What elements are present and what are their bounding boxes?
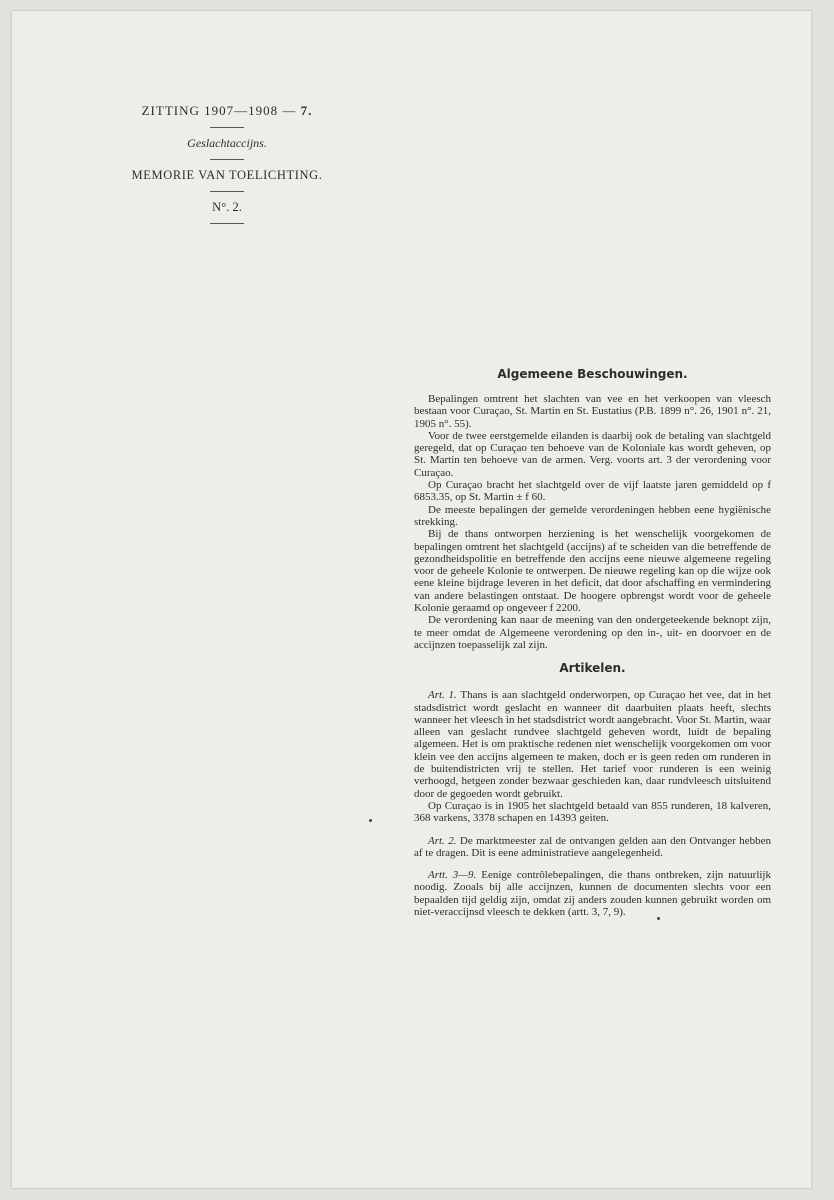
document-page <box>12 11 811 1188</box>
article-paragraph <box>414 869 771 918</box>
subject-line: Geslachtaccijns. <box>187 136 267 150</box>
paragraph: Op Curaçao bracht het slachtgeld over de vijf laatste jaren gemiddeld op f 6853.35, op St. Martin ± f 60. <box>414 479 771 504</box>
article-label: Artt. 3—9. <box>428 869 477 882</box>
body-column <box>414 367 771 918</box>
paragraph: De verordening kan naar de meening van den ondergeteekende beknopt zijn, te meer omdat de Algemeene verordening op den in-, uit- en doorvoer en de accijnzen toepasselijk zal zijn. <box>414 614 771 651</box>
articles-heading: Artikelen. <box>559 661 626 676</box>
article-paragraph <box>414 835 771 860</box>
general-heading: Algemeene Beschouwingen. <box>497 367 688 381</box>
paper-speck <box>657 917 660 920</box>
article-paragraph <box>414 689 771 800</box>
paragraph: De meeste bepalingen der gemelde verordeningen hebben eene hygiënische strekking. <box>414 503 771 528</box>
divider <box>210 127 244 128</box>
paper-speck <box>369 819 372 822</box>
session-label: ZITTING 1907—1908 — <box>141 103 297 118</box>
session-line <box>112 103 342 119</box>
paragraph: Bij de thans ontworpen herziening is het wenschelijk voorgekomen de bepalingen omtrent het slachtgeld (accijns) af te scheiden van die betreffende de gezondheidspolitie en betreffende den accijns eene nieuwe algemeene regeling voor de geheele Kolonie te ontwerpen. De nieuwe regeling kan op die wijze ook eene kleine bijdrage leveren in het deficit, dat door afschaffing en vermindering van andere belastingen ontstaat. De hoogere opbrengst wordt voor de geheele Kolonie geraamd op ongeveer f 2200. <box>414 528 771 615</box>
document-header <box>112 103 342 232</box>
paragraph: Voor de twee eerstgemelde eilanden is daarbij ook de betaling van slachtgeld geregeld, dat op Curaçao ten behoeve van de Koloniale kas wordt geheven, op St. Martin ten behoeve van de armen. Verg. voorts art. 3 der verordening voor Curaçao. <box>414 429 771 479</box>
paragraph: Bepalingen omtrent het slachten van vee en het verkoopen van vleesch bestaan voor Curaçao, St. Martin en St. Eustatius (P.B. 1899 n°. 26, 1901 n°. 21, 1905 n°. 55). <box>414 393 771 430</box>
document-number: N°. 2. <box>212 200 242 214</box>
article-label: Art. 2. <box>428 834 457 847</box>
divider <box>210 223 244 224</box>
session-number: 7. <box>300 103 313 118</box>
divider <box>210 159 244 160</box>
document-type: MEMORIE VAN TOELICHTING. <box>131 168 323 182</box>
article-label: Art. 1. <box>428 689 457 702</box>
divider <box>210 191 244 192</box>
article-text: Thans is aan slachtgeld onderworpen, op Curaçao het vee, dat in het stadsdistrict wordt geslacht en wanneer dit daarbuiten plaats heeft, slechts wanneer het vleesch in het stadsdistrict wordt aangebracht. Voor St. Martin, waar alleen van geslacht rundvee slachtgeld geheven wordt, luidt de bepaling algemeen. Het is om praktische redenen niet wenschelijk voorgekomen om voor klein vee den accijns algemeen te maken, doch er is geen reden om runderen in de buitendistricten vrij te stellen. Het tarief voor runderen is een weinig verhoogd, hetgeen zonder bezwaar geschieden kan, daar rundvleesch uitsluitend door de gegoeden wordt gebruikt. <box>414 689 771 800</box>
article-text: Eenige contrôlebepalingen, die thans ontbreken, zijn natuurlijk noodig. Zooals bij alle accijnzen, kunnen de documenten slechts voor een bepaalden tijd geldig zijn, omdat zij anders zouden kunnen gebruikt worden om niet-veraccijnsd vleesch te dekken (artt. 3, 7, 9). <box>414 869 771 918</box>
article-paragraph: Op Curaçao is in 1905 het slachtgeld betaald van 855 runderen, 18 kalveren, 368 varkens, 3378 schapen en 14393 geiten. <box>414 799 771 825</box>
article-text: De marktmeester zal de ontvangen gelden aan den Ontvanger hebben af te dragen. Dit is eene administratieve aangelegenheid. <box>414 834 772 859</box>
